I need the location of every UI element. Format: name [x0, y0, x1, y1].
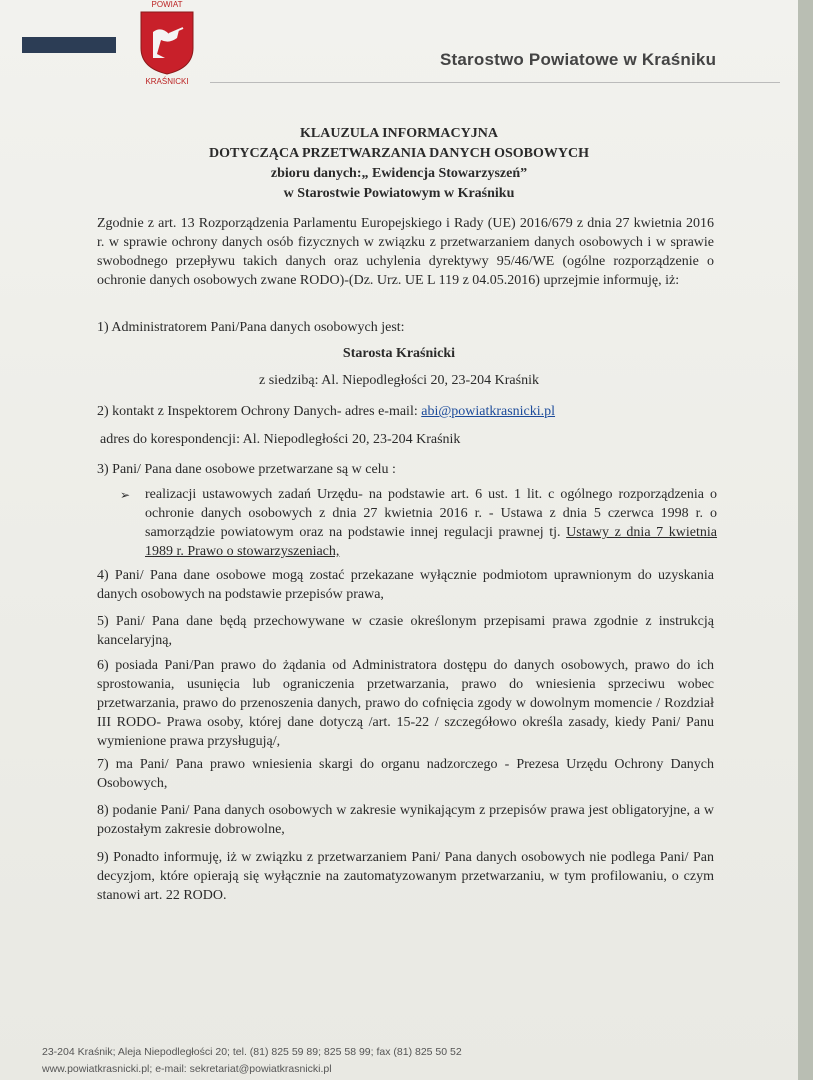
item-2 [97, 402, 714, 421]
item-6: 6) posiada Pani/Pan prawo do żądania od Administratora dostępu do danych osobowych, prawo do ich sprostowania, usunięcia lub ograniczenia przetwarzania, prawo do wniesienia sprzeciwu wobec przetwarzania, prawo do przenoszenia danych, prawo do cofnięcia zgody w dowolnym momencie / Rozdział III RODO- Prawa osoby, której dane dotyczą /art. 15-22 / szczegółowo określa zasady, kiedy Pani/ Panu wymienione prawa przysługują/, [97, 658, 714, 749]
item-8: 8) podanie Pani/ Pana danych osobowych w zakresie wynikającym z przepisów prawa jest obligatoryjne, a w pozostałym zakresie dobrowolne, [97, 803, 714, 837]
item-3: 3) Pani/ Pana dane osobowe przetwarzane są w celu : [97, 462, 396, 477]
doc-title-line-4: w Starostwie Powiatowym w Kraśniku [283, 186, 515, 201]
doc-title-line-2: DOTYCZĄCA PRZETWARZANIA DANYCH OSOBOWYCH [209, 146, 589, 161]
doc-title-line-1: KLAUZULA INFORMACYJNA [300, 126, 498, 141]
item-7: 7) ma Pani/ Pana prawo wniesienia skargi do organu nadzorczego - Prezesa Urzędu Ochrony Danych Osobowych, [97, 757, 714, 791]
item-2-text: 2) kontakt z Inspektorem Ochrony Danych- adres e-mail: [97, 404, 422, 419]
item-9: 9) Ponadto informuję, iż w związku z przetwarzaniem Pani/ Pana danych osobowych nie podlega Pani/ Pan decyzjom, które opierają się wyłącznie na zautomatyzowanym przetwarzaniu, w tym profilowaniu, o czym stanowi art. 22 RODO. [97, 850, 714, 903]
item-3-bullet-text: realizacji ustawowych zadań Urzędu- na podstawie art. 6 ust. 1 lit. c ogólnego rozporządzenia o ochronie danych osobowych z dnia 27 kwietnia 2016 r. - Ustawa z dnia 5 czerwca 1998 r. o samorządzie powiatowym oraz na podstawie innej regulacji prawnej tj. [145, 487, 717, 540]
office-name: Starostwo Powiatowe w Kraśniku [440, 50, 717, 69]
background-edge [798, 0, 813, 1080]
header-blue-bar [22, 37, 116, 53]
crest-bottom-text: KRAŚNICKI [145, 77, 189, 86]
bullet-arrow-icon: ➢ [120, 488, 131, 502]
item-4: 4) Pani/ Pana dane osobowe mogą zostać przekazane wyłącznie podmiotom uprawnionym do uzyskania danych osobowych na podstawie przepisów prawa, [97, 568, 714, 602]
footer-address: 23-204 Kraśnik; Aleja Niepodległości 20; tel. (81) 825 59 89; 825 58 99; fax (81) 825 50 52 [42, 1046, 462, 1058]
crest-shield-icon [139, 10, 195, 76]
intro-paragraph: Zgodnie z art. 13 Rozporządzenia Parlamentu Europejskiego i Rady (UE) 2016/679 z dnia 27 kwietnia 2016 r. w sprawie ochrony danych osób fizycznych w związku z przetwarzaniem danych osobowych i w sprawie swobodnego przepływu takich danych oraz uchylenia dyrektywy 95/46/WE (ogólne rozporządzenie o ochronie danych osobowych zwane RODO)-(Dz. Urz. UE L 119 z 04.05.2016) uprzejmie informuję, iż: [97, 216, 714, 288]
admin-seat: z siedzibą: Al. Niepodległości 20, 23-204 Kraśnik [259, 373, 539, 388]
dpo-email-link[interactable]: abi@powiatkrasnicki.pl [421, 404, 556, 419]
item-1: 1) Administratorem Pani/Pana danych osobowych jest: [97, 320, 405, 335]
county-crest [136, 0, 198, 90]
doc-title-line-3: zbioru danych:„ Ewidencja Stowarzyszeń” [270, 166, 528, 181]
crest-top-text: POWIAT [151, 0, 183, 9]
header-divider [210, 82, 780, 83]
item-5: 5) Pani/ Pana dane będą przechowywane w czasie określonym przepisami prawa zgodnie z instrukcją kancelaryjną, [97, 614, 714, 648]
footer-contact: www.powiatkrasnicki.pl; e-mail: sekretariat@powiatkrasnicki.pl [42, 1063, 332, 1075]
item-2-address: adres do korespondencji: Al. Niepodległości 20, 23-204 Kraśnik [100, 432, 461, 447]
admin-name: Starosta Kraśnicki [342, 346, 456, 361]
item-3-bullet-law: Ustawy z dnia 7 kwietnia 1989 r. Prawo o stowarzyszeniach, [145, 525, 718, 559]
item-3-bullet [145, 485, 717, 561]
